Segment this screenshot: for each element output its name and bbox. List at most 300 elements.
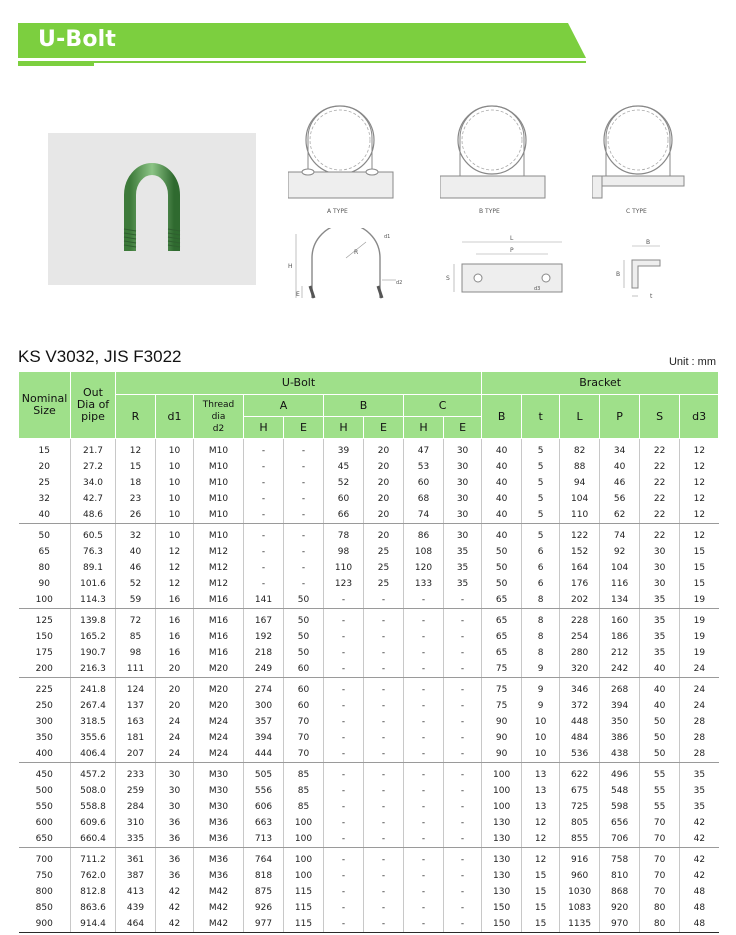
header-tab-accent	[18, 61, 94, 66]
table-cell: 150	[35, 632, 53, 642]
table-cell: -	[444, 714, 482, 730]
table-cell: 500	[35, 786, 53, 796]
table-cell: -	[364, 629, 404, 645]
col-thread-dia	[194, 395, 244, 439]
table-row	[19, 916, 719, 933]
type-b-drawing	[440, 100, 550, 200]
table-cell: 30	[156, 783, 194, 799]
table-cell: 26	[116, 507, 156, 524]
table-cell: 130	[482, 831, 522, 848]
table-row	[19, 746, 719, 763]
table-cell: -	[364, 609, 404, 630]
table-cell: 650	[19, 831, 71, 848]
table-cell: 123	[324, 576, 364, 592]
table-cell: 1083	[560, 900, 600, 916]
table-cell: 20	[364, 524, 404, 545]
table-cell: 60.5	[71, 524, 116, 545]
table-cell: 10	[156, 459, 194, 475]
table-cell: 5	[522, 475, 560, 491]
table-cell: M30	[194, 763, 244, 784]
table-cell: 50	[284, 609, 324, 630]
table-cell: 40	[482, 524, 522, 545]
table-cell: 22	[640, 459, 680, 475]
table-cell: 15	[522, 868, 560, 884]
table-cell: 100	[284, 831, 324, 848]
table-cell: 90	[482, 746, 522, 763]
table-cell: -	[324, 831, 364, 848]
table-cell: M42	[194, 884, 244, 900]
table-cell: -	[444, 629, 482, 645]
table-cell: M36	[194, 815, 244, 831]
table-cell: 70	[640, 848, 680, 869]
table-cell: -	[444, 900, 482, 916]
table-cell: 350	[600, 714, 640, 730]
col-nominal-size	[19, 372, 71, 439]
table-cell: 48.6	[71, 507, 116, 524]
table-cell: 1135	[560, 916, 600, 933]
table-cell: M10	[194, 475, 244, 491]
table-cell: -	[444, 730, 482, 746]
table-cell: 60	[284, 678, 324, 699]
table-cell: 25	[38, 478, 50, 488]
table-cell: 464	[116, 916, 156, 933]
table-cell: 875	[244, 884, 284, 900]
table-cell: -	[244, 507, 284, 524]
table-cell: 444	[244, 746, 284, 763]
table-cell: 80	[640, 900, 680, 916]
table-cell: -	[324, 916, 364, 933]
table-cell: 98	[116, 645, 156, 661]
table-cell: 346	[560, 678, 600, 699]
table-cell: 35	[444, 560, 482, 576]
table-cell: 228	[560, 609, 600, 630]
table-cell: -	[444, 848, 482, 869]
table-cell: 100	[482, 783, 522, 799]
table-cell: 536	[560, 746, 600, 763]
col-thread-line2: dia	[211, 411, 226, 422]
table-cell: 48	[680, 900, 719, 916]
table-cell: 280	[560, 645, 600, 661]
table-cell: 700	[35, 855, 53, 865]
table-cell: 24	[680, 698, 719, 714]
table-cell: 74	[404, 507, 444, 524]
table-cell: -	[284, 507, 324, 524]
table-cell: 80	[38, 563, 50, 573]
dim-b-top-label: B	[646, 239, 651, 246]
table-cell: 114.3	[71, 592, 116, 609]
table-cell: -	[364, 783, 404, 799]
table-cell: 35	[640, 609, 680, 630]
table-cell: 35	[444, 544, 482, 560]
table-cell: -	[324, 661, 364, 678]
table-cell: 100	[284, 868, 324, 884]
table-row	[19, 560, 719, 576]
table-cell: 207	[116, 746, 156, 763]
table-cell: 94	[560, 475, 600, 491]
table-cell: 125	[35, 616, 53, 626]
table-cell: -	[404, 609, 444, 630]
table-cell: -	[244, 560, 284, 576]
table-cell: 115	[284, 916, 324, 933]
table-cell: -	[244, 491, 284, 507]
table-cell: 12	[680, 491, 719, 507]
table-cell: 10	[156, 475, 194, 491]
table-cell: 20	[364, 459, 404, 475]
table-group	[19, 678, 719, 763]
table-cell: -	[244, 459, 284, 475]
table-cell: 110	[560, 507, 600, 524]
table-cell: 10	[156, 507, 194, 524]
table-cell: M16	[194, 629, 244, 645]
table-cell: 484	[560, 730, 600, 746]
table-cell: 12	[156, 576, 194, 592]
table-cell: 110	[324, 560, 364, 576]
table-cell: 34.0	[71, 475, 116, 491]
table-cell: 12	[680, 459, 719, 475]
table-cell: 10	[522, 714, 560, 730]
table-cell: -	[364, 884, 404, 900]
table-cell: 622	[560, 763, 600, 784]
table-cell: 133	[404, 576, 444, 592]
table-cell: 284	[116, 799, 156, 815]
table-row	[19, 524, 719, 545]
table-cell: 400	[19, 746, 71, 763]
table-cell: 250	[35, 701, 53, 711]
table-cell: 13	[522, 799, 560, 815]
table-cell: 134	[600, 592, 640, 609]
table-cell: 23	[116, 491, 156, 507]
table-row	[19, 900, 719, 916]
dim-b-side-label: B	[616, 271, 621, 278]
table-cell: 108	[404, 544, 444, 560]
table-cell: 10	[522, 746, 560, 763]
table-cell: -	[364, 678, 404, 699]
table-cell: 818	[244, 868, 284, 884]
table-cell: 15	[522, 884, 560, 900]
table-cell: 86	[404, 524, 444, 545]
table-row	[19, 592, 719, 609]
table-cell: 12	[680, 507, 719, 524]
table-cell: 52	[324, 475, 364, 491]
table-row	[19, 609, 719, 630]
table-cell: -	[404, 629, 444, 645]
product-photo	[48, 133, 256, 285]
table-group	[19, 439, 719, 524]
table-cell: 10	[156, 491, 194, 507]
table-cell: -	[324, 783, 364, 799]
table-cell: 274	[244, 678, 284, 699]
table-cell: 42	[156, 916, 194, 933]
table-cell: 16	[156, 609, 194, 630]
table-cell: -	[284, 560, 324, 576]
table-cell: 65	[482, 592, 522, 609]
table-cell: -	[324, 868, 364, 884]
table-cell: 85	[116, 629, 156, 645]
table-cell: 30	[444, 524, 482, 545]
table-cell: 24	[156, 730, 194, 746]
spec-table	[18, 371, 719, 933]
table-cell: 130	[482, 815, 522, 831]
table-cell: 76.3	[71, 544, 116, 560]
table-cell: 25	[364, 544, 404, 560]
table-cell: 42	[156, 900, 194, 916]
table-cell: -	[444, 799, 482, 815]
table-cell: 556	[244, 783, 284, 799]
table-row	[19, 868, 719, 884]
table-cell: -	[364, 799, 404, 815]
table-cell: 12	[116, 439, 156, 460]
table-cell: M36	[194, 868, 244, 884]
table-cell: 15	[680, 560, 719, 576]
table-cell: 28	[680, 714, 719, 730]
table-cell: 104	[600, 560, 640, 576]
dim-e-label: E	[296, 291, 300, 298]
table-cell: 90	[38, 579, 50, 589]
table-cell: -	[284, 459, 324, 475]
table-cell: 5	[522, 524, 560, 545]
table-cell: 70	[284, 714, 324, 730]
table-cell: 713	[244, 831, 284, 848]
table-cell: -	[404, 799, 444, 815]
col-out-dia	[71, 372, 116, 439]
table-cell: -	[404, 848, 444, 869]
table-cell: 101.6	[71, 576, 116, 592]
table-cell: 36	[156, 831, 194, 848]
table-cell: -	[404, 831, 444, 848]
table-cell: M20	[194, 661, 244, 678]
table-cell: 40	[482, 507, 522, 524]
table-cell: 24	[680, 661, 719, 678]
table-cell: 80	[640, 916, 680, 933]
table-cell: 130	[482, 868, 522, 884]
table-cell: 32	[116, 524, 156, 545]
table-cell: 35	[640, 629, 680, 645]
table-cell: 310	[116, 815, 156, 831]
table-cell: 656	[600, 815, 640, 831]
table-cell: 104	[560, 491, 600, 507]
table-cell: 53	[404, 459, 444, 475]
table-cell: -	[404, 698, 444, 714]
dim-h-label: H	[288, 263, 293, 270]
table-cell: 30	[640, 576, 680, 592]
table-cell: -	[444, 661, 482, 678]
table-cell: 30	[444, 507, 482, 524]
table-cell: 450	[35, 770, 53, 780]
table-cell: 20	[38, 462, 50, 472]
table-cell: 40	[600, 459, 640, 475]
table-cell: 448	[560, 714, 600, 730]
table-cell: 598	[600, 799, 640, 815]
table-cell: 20	[156, 698, 194, 714]
table-cell: M10	[194, 507, 244, 524]
table-cell: 439	[116, 900, 156, 916]
table-cell: 52	[116, 576, 156, 592]
table-cell: -	[324, 815, 364, 831]
table-cell: 394	[244, 730, 284, 746]
table-cell: 20	[364, 507, 404, 524]
table-cell: 8	[522, 645, 560, 661]
table-cell: 350	[35, 733, 53, 743]
table-cell: 15	[522, 916, 560, 933]
table-cell: -	[324, 645, 364, 661]
table-cell: 9	[522, 678, 560, 699]
table-cell: -	[444, 698, 482, 714]
table-cell: 800	[35, 887, 53, 897]
table-cell: 50	[482, 560, 522, 576]
col-bracket-s: S	[640, 395, 680, 439]
table-cell: 116	[600, 576, 640, 592]
type-c-label: C TYPE	[626, 208, 647, 215]
table-cell: 27.2	[71, 459, 116, 475]
table-cell: 42	[156, 884, 194, 900]
table-cell: 6	[522, 560, 560, 576]
table-cell: 15	[680, 576, 719, 592]
table-row	[19, 491, 719, 507]
table-row	[19, 831, 719, 848]
header-banner	[18, 23, 586, 58]
table-cell: -	[324, 629, 364, 645]
table-cell: -	[324, 698, 364, 714]
table-cell: 406.4	[71, 746, 116, 763]
table-row	[19, 661, 719, 678]
table-cell: 22	[640, 507, 680, 524]
table-cell: 372	[560, 698, 600, 714]
group-c: C	[404, 395, 482, 417]
table-cell: 40	[640, 678, 680, 699]
table-cell: -	[364, 900, 404, 916]
table-cell: 977	[244, 916, 284, 933]
col-bracket-t: t	[522, 395, 560, 439]
table-row	[19, 459, 719, 475]
table-cell: 20	[156, 678, 194, 699]
table-cell: 19	[680, 609, 719, 630]
table-cell: -	[324, 609, 364, 630]
table-cell: 20	[156, 661, 194, 678]
table-cell: 160	[600, 609, 640, 630]
table-cell: -	[404, 592, 444, 609]
table-cell: 12	[680, 439, 719, 460]
table-cell: -	[444, 746, 482, 763]
table-cell: 387	[116, 868, 156, 884]
table-cell: M12	[194, 560, 244, 576]
table-cell: 254	[560, 629, 600, 645]
table-cell: 70	[284, 746, 324, 763]
table-cell: 20	[364, 475, 404, 491]
table-cell: M12	[194, 544, 244, 560]
table-cell: 868	[600, 884, 640, 900]
table-cell: M24	[194, 714, 244, 730]
table-cell: 78	[324, 524, 364, 545]
table-cell: 50	[482, 576, 522, 592]
table-cell: -	[284, 475, 324, 491]
table-cell: 55	[640, 763, 680, 784]
table-cell: 36	[156, 815, 194, 831]
table-cell: 50	[482, 544, 522, 560]
type-c-drawing	[592, 100, 702, 200]
col-thread-line3: d2	[212, 423, 225, 434]
col-thread-line1: Thread	[202, 399, 235, 410]
table-cell: 90	[482, 714, 522, 730]
table-cell: 10	[522, 730, 560, 746]
table-row	[19, 783, 719, 799]
table-cell: 36	[156, 868, 194, 884]
table-cell: 40	[19, 507, 71, 524]
table-cell: -	[284, 439, 324, 460]
table-cell: M36	[194, 831, 244, 848]
col-nominal-line1: Nominal	[21, 392, 68, 405]
table-cell: 16	[156, 592, 194, 609]
table-cell: 13	[522, 783, 560, 799]
table-cell: 15	[116, 459, 156, 475]
table-cell: 200	[19, 661, 71, 678]
table-cell: -	[444, 831, 482, 848]
col-c-h: H	[404, 417, 444, 439]
table-cell: 40	[482, 439, 522, 460]
table-cell: M24	[194, 746, 244, 763]
table-cell: 12	[680, 475, 719, 491]
group-ubolt: U-Bolt	[116, 372, 482, 395]
col-out-dia-line2: Dia of	[76, 398, 110, 411]
table-cell: 225	[35, 685, 53, 695]
table-cell: -	[444, 609, 482, 630]
table-group	[19, 848, 719, 933]
table-cell: -	[404, 645, 444, 661]
table-cell: 35	[444, 576, 482, 592]
table-cell: 100	[284, 848, 324, 869]
table-row	[19, 645, 719, 661]
type-a-drawing	[288, 100, 398, 200]
table-cell: -	[324, 730, 364, 746]
table-cell: 22	[640, 475, 680, 491]
table-cell: M24	[194, 730, 244, 746]
table-cell: 457.2	[71, 763, 116, 784]
table-cell: 50	[284, 645, 324, 661]
table-cell: 34	[600, 439, 640, 460]
table-cell: 5	[522, 459, 560, 475]
table-cell: 92	[600, 544, 640, 560]
table-cell: 42	[680, 831, 719, 848]
table-cell: 606	[244, 799, 284, 815]
table-cell: 355.6	[71, 730, 116, 746]
table-cell: 30	[640, 544, 680, 560]
table-row	[19, 848, 719, 869]
table-cell: 6	[522, 544, 560, 560]
table-cell: -	[404, 900, 444, 916]
table-cell: 218	[244, 645, 284, 661]
table-cell: 20	[364, 491, 404, 507]
table-cell: 413	[116, 884, 156, 900]
table-cell: 8	[522, 592, 560, 609]
table-row	[19, 439, 719, 460]
dim-p-label: P	[510, 247, 514, 254]
table-cell: 122	[560, 524, 600, 545]
table-cell: 111	[116, 661, 156, 678]
table-row	[19, 544, 719, 560]
table-cell: 115	[284, 900, 324, 916]
table-cell: 21.7	[71, 439, 116, 460]
table-cell: 141	[244, 592, 284, 609]
table-cell: -	[364, 831, 404, 848]
table-cell: 167	[244, 609, 284, 630]
table-cell: 65	[482, 609, 522, 630]
table-cell: 750	[35, 871, 53, 881]
page-title: U-Bolt	[38, 27, 117, 52]
table-cell: -	[444, 783, 482, 799]
table-group	[19, 609, 719, 678]
table-cell: 764	[244, 848, 284, 869]
table-cell: 10	[156, 524, 194, 545]
table-cell: -	[364, 661, 404, 678]
